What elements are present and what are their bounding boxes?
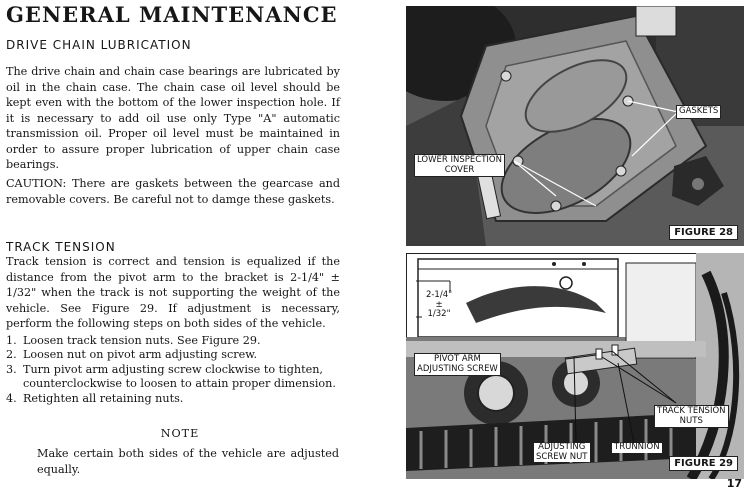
note-heading: NOTE xyxy=(160,427,200,440)
dimension-label: 2-1/4" ± 1/32" xyxy=(422,291,456,320)
trunnion-label: TRUNNION xyxy=(614,442,660,452)
track-tension-heading: TRACK TENSION xyxy=(6,240,116,254)
drive-chain-heading: DRIVE CHAIN LUBRICATION xyxy=(6,38,192,52)
note-text: Make certain both sides of the vehicle are adjusted equally. xyxy=(37,447,339,476)
pivot-arm-adjusting-screw-label: PIVOT ARM ADJUSTING SCREW xyxy=(414,353,501,376)
figure-28-photo xyxy=(406,6,744,246)
adjusting-screw-nut-label: ADJUSTING SCREW NUT xyxy=(536,442,588,462)
step-item: 2. Loosen nut on pivot arm adjusting screw. xyxy=(6,348,258,362)
figure-28 xyxy=(406,6,744,246)
adjustment-steps xyxy=(6,334,340,406)
figure-29 xyxy=(406,253,744,479)
gaskets-label: GASKETS xyxy=(676,105,721,119)
page-number: 17 xyxy=(726,477,742,490)
figure-29-caption: FIGURE 29 xyxy=(669,456,738,471)
step-item: 4. Retighten all retaining nuts. xyxy=(6,391,184,405)
track-tension-body: Track tension is correct and tension is equalized if the distance from the pivot arm to the bracket is 2-1/4" ± 1/32" when the track is not supporting the weight of the vehicle. See Figure 29. If adjustment is necessary, perform the following steps on both sides of the vehicle. xyxy=(6,255,340,330)
step-item: 3. Turn pivot arm adjusting screw clockwise to tighten, counterclockwise to loosen to attain proper dimension. xyxy=(6,362,336,391)
figure-28-caption: FIGURE 28 xyxy=(669,225,738,240)
page-title: GENERAL MAINTENANCE xyxy=(6,2,338,27)
drive-chain-body: The drive chain and chain case bearings are lubricated by oil in the chain case. The chain case oil level should be kept even with the bottom of the lower inspection hole. If it is necessary to add oil use only Type "A" automatic transmission oil. Proper oil level must be maintained in order to assure proper lubrication of upper chain case bearings. xyxy=(6,65,340,171)
step-item: 1. Loosen track tension nuts. See Figure 29. xyxy=(6,334,261,347)
caution-text: CAUTION: There are gaskets between the gearcase and removable covers. Be careful not to damge these gaskets. xyxy=(6,177,340,206)
lower-inspection-cover-label: LOWER INSPECTION COVER xyxy=(414,154,505,177)
track-tension-nuts-label: TRACK TENSION NUTS xyxy=(654,405,729,428)
